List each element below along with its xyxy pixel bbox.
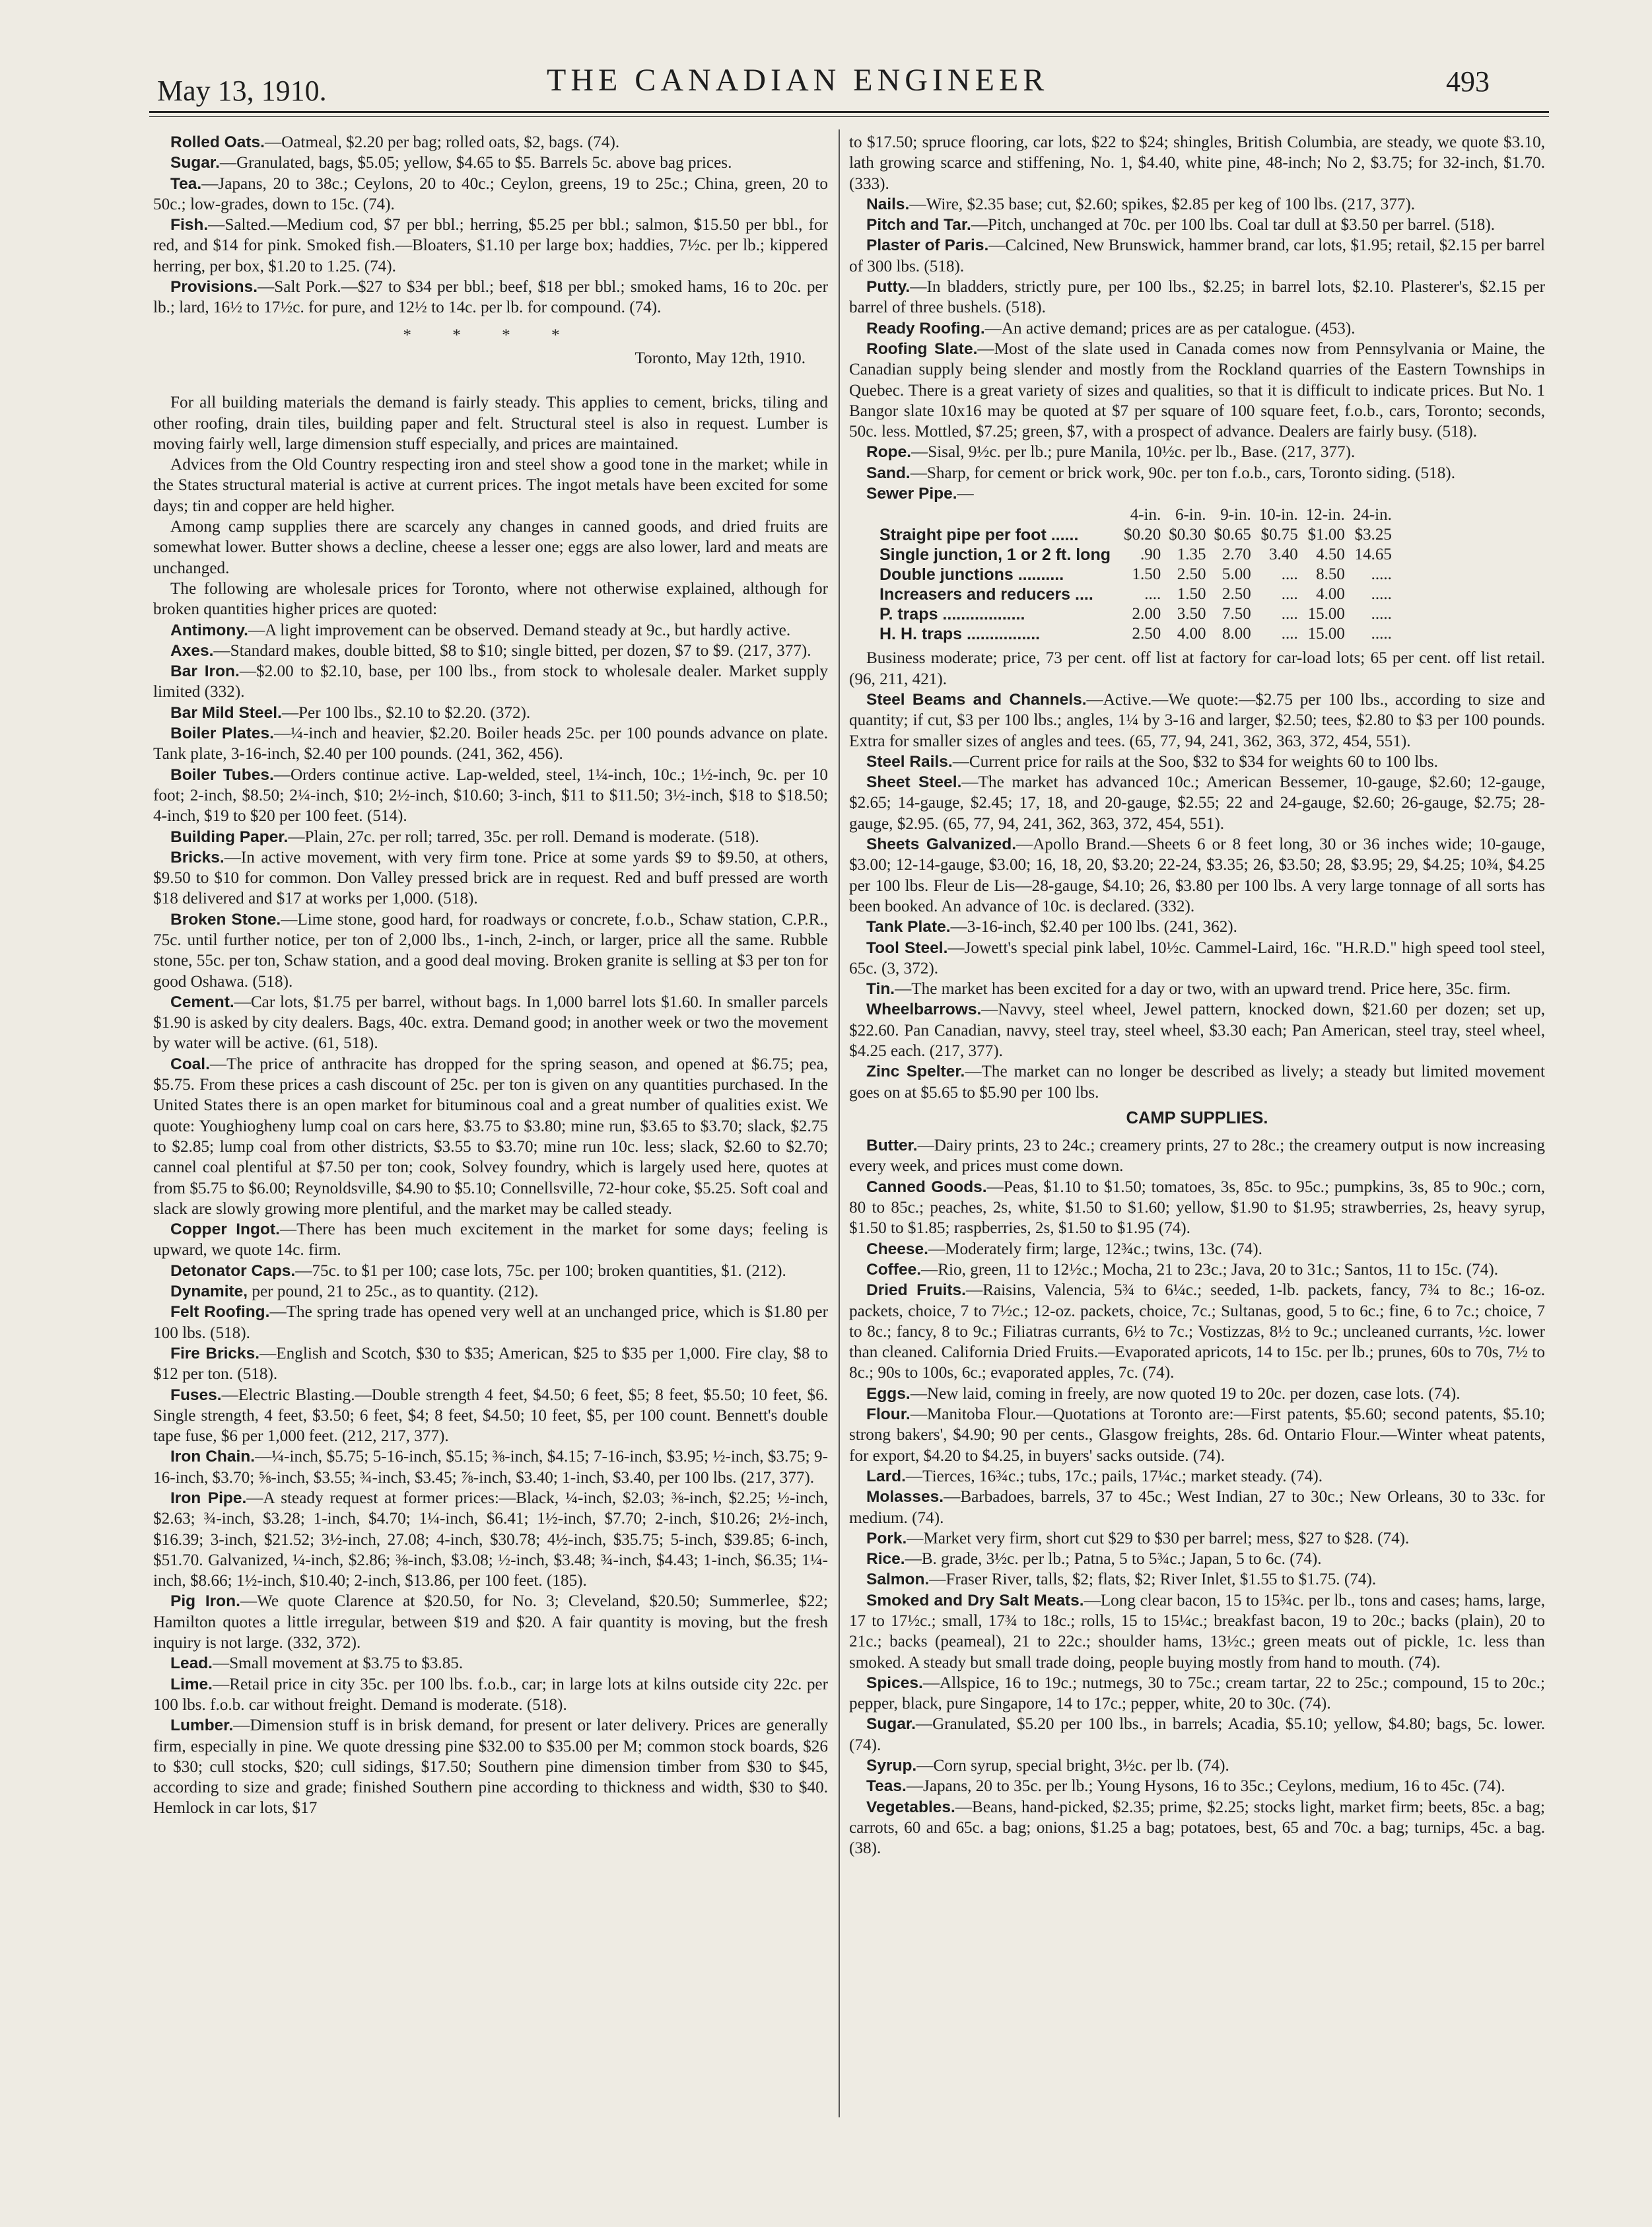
item-text: —Current price for rails at the Soo, $32 to $34 for weights 60 to 100 lbs.: [952, 752, 1438, 771]
price-item: [153, 1343, 828, 1385]
price-item: [849, 1776, 1545, 1796]
item-text: —The market can no longer be described as lively; a steady but limited movement goes on at $5.65 to $5.90 per 100 lbs.: [849, 1063, 1545, 1102]
item-text: —Fraser River, talls, $2; flats, $2; River Inlet, $1.55 to $1.75. (74).: [929, 1571, 1377, 1589]
table-cell: ....: [1281, 585, 1298, 604]
price-item: [153, 1446, 828, 1488]
item-text: —The market has been excited for a day or two, with an upward trend. Price here, 35c. firm.: [895, 980, 1511, 999]
item-text: —Corn syrup, special bright, 3½c. per lb. (74).: [916, 1757, 1229, 1775]
item-text: —Jowett's special pink label, 10½c. Cammel-Laird, 16c. "H.R.D." high speed tool steel, 65c. (3, 372).: [849, 938, 1545, 977]
price-item: [849, 1404, 1545, 1466]
price-item: [849, 442, 1545, 462]
column-header: 10-in.: [1258, 506, 1298, 524]
item-name: Syrup.: [866, 1757, 917, 1775]
table-cell: 15.00: [1307, 605, 1345, 623]
item-text: —Sharp, for cement or brick work, 90c. per ton f.o.b., cars, Toronto siding. (518).: [910, 464, 1455, 482]
header-rule-thin: [149, 116, 1549, 117]
price-item: [849, 689, 1545, 752]
price-item: [153, 153, 828, 173]
table-cell: .....: [1371, 605, 1392, 623]
price-item: [153, 1054, 828, 1219]
price-item: [849, 318, 1545, 339]
row-label: Increasers and reducers ....: [879, 585, 1093, 604]
table-row: [876, 584, 1396, 604]
table-cell: $0.20: [1124, 526, 1161, 544]
item-name: Sheet Steel.: [866, 773, 962, 792]
price-item: [153, 1219, 828, 1261]
price-item: [849, 752, 1545, 772]
table-cell: 1.35: [1177, 546, 1206, 564]
item-name: Tea.: [170, 174, 202, 193]
item-text: —Dairy prints, 23 to 24c.; creamery prints, 27 to 28c.; the creamery output is now increasing every week, and prices must come down.: [849, 1137, 1545, 1176]
page-number: 493: [1446, 65, 1490, 98]
item-name: Bricks.: [170, 848, 224, 866]
table-cell: 2.00: [1132, 605, 1161, 623]
table-cell: ....: [1144, 585, 1161, 604]
item-text: —Raisins, Valencia, 5¾ to 6¼c.; seeded, 1-lb. packets, fancy, 7¾ to 8c.; 16-oz. packets, choice, 7 to 7½c.; 12-oz. packets, choice, 7c.; Sultanas, good, 5 to 6c.; fine, 6 to 7c.; choice, 7 to 8c.; fancy, 8 to 9c.; Filiatras currants, 6½ to 7c.; Vostizzas, 8½ to 9c.; uncleaned currants, ½c. lower than cleaned. California Dried Fruits.—Evaporated apricots, 14 to 15c. per lb.; prunes, 60s to 70s, 7½ to 8c.; 90s to 100s, 6c.; evaporated apples, 7c. (74).: [849, 1281, 1546, 1382]
item-name: Tank Plate.: [866, 918, 951, 937]
item-name: Butter.: [866, 1137, 918, 1155]
column-header: 24-in.: [1352, 506, 1392, 524]
price-item: [153, 1281, 828, 1302]
item-name: Dried Fruits.: [866, 1281, 966, 1300]
item-text: —Apollo Brand.—Sheets 6 or 8 feet long, 30 or 36 inches wide; 10-gauge, $3.00; 12-14-gauge, $3.00; 16, 18, 20, $3.20; 22-24, $3.35; 26, $3.50; 28, $3.95; 29, $4.25; 10¾, $4.25 per 100 lbs. Fleur de Lis—28-gauge, $4.10; 26, $3.80 per 100 lbs. A very large tonnage of all sorts has been booked. An advance of 10c. is declared. (332).: [849, 835, 1545, 915]
item-text: —Electric Blasting.—Double strength 4 feet, $4.50; 6 feet, $5; 8 feet, $5.50; 10 feet, $6. Single strength, 4 feet, $3.50; 6 feet, $4; 8 feet, $4.50; 10 feet, $5, per 100 count. Bennett's double tape fuse, $6 per 1,000 feet. (212, 217, 377).: [153, 1386, 828, 1446]
right-column: [849, 132, 1545, 1859]
sewer-pipe-note: Business moderate; price, 73 per cent. off list at factory for car-load lots; 65 per cent. off list retail. (96, 211, 421).: [849, 649, 1545, 688]
table-cell: 1.50: [1177, 585, 1206, 604]
item-name: Building Paper.: [170, 828, 289, 846]
column-header: [876, 505, 1120, 525]
item-name: Sand.: [866, 464, 911, 482]
price-item: [849, 1714, 1545, 1755]
left-column: [153, 132, 828, 1819]
price-item: [849, 235, 1545, 277]
price-item: [153, 277, 828, 318]
item-name: Pork.: [866, 1529, 907, 1547]
price-item: [849, 194, 1545, 215]
price-item: [153, 765, 828, 827]
item-text: —Lime stone, good hard, for roadways or concrete, f.o.b., Schaw station, C.P.R., 75c. until further notice, per ton of 2,000 lbs., 1-inch, 2-inch, or larger, price all the same. Rubble stone, 55c. per ton, Schaw station, and a good deal moving. Broken granite is selling at $3 per ton for good Oshawa. (518).: [153, 910, 828, 991]
item-name: Steel Beams and Channels.: [866, 690, 1087, 709]
item-name: Lumber.: [170, 1716, 234, 1735]
item-text: —Peas, $1.10 to $1.50; tomatoes, 3s, 85c. to 95c.; pumpkins, 3s, 85 to 90c.; corn, 80 to 85c.; peaches, 2s, white, $1.50 to $1.60; yellow, $1.90 to $1.95; strawberries, 2s, heavy syrup, $1.50 to $1.85; raspberries, 2s, $1.50 to $1.95 (74).: [849, 1178, 1545, 1238]
item-text: —In active movement, with very firm tone. Price at some yards $9 to $9.50, at others, $9.50 to $10 for common. Don Valley pressed brick are in request. Red and buff pressed are worth $18 delivered and $17 at works per 1,000. (518).: [153, 848, 828, 908]
table-cell: $0.65: [1214, 526, 1251, 544]
item-text: —Per 100 lbs., $2.10 to $2.20. (372).: [281, 703, 531, 722]
item-name: Pig Iron.: [170, 1592, 240, 1611]
price-item: [153, 992, 828, 1054]
price-item: [849, 938, 1545, 979]
price-item: [153, 174, 828, 215]
toronto-dateline: Toronto, May 12th, 1910.: [635, 349, 806, 367]
item-text: —There has been much excitement in the market for some days; feeling is upward, we quote 14c. firm.: [153, 1220, 828, 1259]
lumber-continuation: to $17.50; spruce flooring, car lots, $22 to $24; shingles, British Columbia, are steady, we quote $3.10, lath growing scarce and stiffening, No. 1, $4.40, white pine, 48-inch; No 2, $3.75; for 32-inch, $1.70. (333).: [849, 133, 1545, 193]
price-item: [849, 1487, 1545, 1528]
table-cell: 15.00: [1307, 625, 1345, 643]
row-label: Straight pipe per foot ......: [879, 526, 1079, 545]
price-item: [849, 1797, 1545, 1859]
item-text: —Salted.—Medium cod, $7 per bbl.; herring, $5.25 per bbl.; salmon, $15.50 per bbl., for red, and $14 for pink. Smoked fish.—Bloaters, $1.10 per large box; haddies, 7½c. per lb.; kippered herring, per box, $1.20 to 1.25. (74).: [153, 216, 828, 275]
table-cell: 2.50: [1222, 585, 1251, 604]
item-text: —New laid, coming in freely, are now quoted 19 to 20c. per dozen, case lots. (74).: [910, 1384, 1461, 1403]
item-name: Coal.: [170, 1055, 210, 1073]
price-item: [153, 215, 828, 277]
table-cell: 8.00: [1222, 625, 1251, 643]
table-cell: 2.70: [1222, 546, 1251, 564]
publication-title: THE CANADIAN ENGINEER: [547, 63, 1049, 98]
item-text: —Oatmeal, $2.20 per bag; rolled oats, $2, bags. (74).: [264, 133, 620, 151]
item-name: Copper Ingot.: [170, 1220, 280, 1239]
table-cell: 7.50: [1222, 605, 1251, 623]
item-text: —¼-inch, $5.75; 5-16-inch, $5.15; ⅜-inch, $4.15; 7-16-inch, $3.95; ½-inch, $3.75; 9-16-inch, $3.70; ⅝-inch, $3.55; ¾-inch, $3.45; ⅞-inch, $3.40; 1-inch, $3.40, per 100 lbs. (217, 377).: [153, 1448, 828, 1487]
item-name: Provisions.: [170, 278, 258, 297]
item-text: —An active demand; prices are as per catalogue. (453).: [984, 319, 1356, 337]
item-name: Tool Steel.: [866, 938, 948, 957]
item-name: Fire Bricks.: [170, 1344, 260, 1362]
price-item: [153, 1261, 828, 1281]
table-cell: 14.65: [1354, 546, 1392, 564]
row-label: P. traps ..................: [879, 605, 1025, 624]
item-name: Fish.: [170, 216, 209, 234]
price-item: [153, 1488, 828, 1591]
item-name: Sheets Galvanized.: [866, 835, 1017, 854]
item-text: —Barbadoes, barrels, 37 to 45c.; West Indian, 27 to 30c.; New Orleans, 30 to 33c. for medium. (74).: [849, 1488, 1545, 1527]
item-text: —The price of anthracite has dropped for the spring season, and opened at $6.75; pea, $5.75. From these prices a cash discount of 25c. per ton is given on any quantities purchased. In the United States there is an open market for bituminous coal and a great number of qualities exist. We quote: Youghiogheny lump coal on cars here, $3.75 to $3.80; mine run, $3.65 to $3.70; slack, $2.75 to $2.85; lump coal from other districts, $3.55 to $3.70; mine run 10c. less; slack, $2.60 to $2.70; cannel coal plentiful at $7.50 per ton; cook, Solvey foundry, which is largely used here, quotes at from $5.75 to $6.00; Reynoldsville, $4.90 to $5.10; Connellsville, 72-hour coke, $5.25. Soft coal and slack are slowly growing more plentiful, and the market may be called steady.: [153, 1055, 828, 1218]
camp-supplies-list: [849, 1135, 1545, 1858]
item-name: Smoked and Dry Salt Meats.: [866, 1591, 1084, 1609]
column-header: 6-in.: [1175, 506, 1206, 524]
item-text: —Retail price in city 35c. per 100 lbs. f.o.b., car; in large lots at kilns outside city 22c. per 100 lbs. f.o.b. car without freight. Demand is moderate. (518).: [153, 1675, 828, 1714]
item-text: —Dimension stuff is in brisk demand, for present or later delivery. Prices are generally firm, especially in pine. We quote dressing pine $32.00 to $35.00 per M; common stock boards, $26 to $30; cull stocks, $20; cull sidings, $17.50; Southern pine dimension timber from $30 to $45, according to size and grade; finished Southern pine according to thickness and width, $30 to $40. Hemlock in car lots, $17: [153, 1716, 828, 1818]
item-text: —Plain, 27c. per roll; tarred, 35c. per roll. Demand is moderate. (518).: [288, 828, 759, 846]
table-cell: 5.00: [1222, 565, 1251, 584]
price-item: [849, 1384, 1545, 1404]
issue-date: May 13, 1910.: [157, 75, 327, 107]
table-cell: .....: [1371, 565, 1392, 584]
item-text: —Small movement at $3.75 to $3.85.: [213, 1654, 464, 1673]
table-cell: .....: [1371, 625, 1392, 643]
column-header: 12-in.: [1305, 506, 1345, 524]
table-cell: 8.50: [1316, 565, 1345, 584]
item-name: Coffee.: [866, 1260, 922, 1279]
price-item: [153, 847, 828, 909]
item-name: Teas.: [866, 1777, 907, 1796]
intro-paragraph: Advices from the Old Country respecting iron and steel show a good tone in the market; while in the States structural material is active at current prices. The ingot metals have been excited for some days; tin and copper are held higher.: [153, 456, 828, 515]
item-name: Molasses.: [866, 1488, 944, 1506]
item-text: —Standard makes, double bitted, $8 to $10; single bitted, per dozen, $7 to $9. (217, 377).: [213, 641, 811, 660]
item-name: Boiler Plates.: [170, 725, 274, 743]
item-text: —Moderately firm; large, 12¾c.; twins, 13c. (74).: [928, 1240, 1262, 1258]
intro-paragraph: For all building materials the demand is fairly steady. This applies to cement, bricks, tiling and other roofing, drain tiles, building paper and felt. Structural steel is also in request. Lumber is moving fairly well, large dimension stuff especially, and prices are maintained.: [153, 394, 828, 453]
item-name: Cheese.: [866, 1240, 928, 1258]
price-item: [153, 723, 828, 765]
item-name: Ready Roofing.: [866, 319, 985, 337]
item-name: Wheelbarrows.: [866, 1001, 982, 1019]
item-text: —The spring trade has opened very well at an unchanged price, which is $1.80 per 100 lbs. (518).: [153, 1303, 828, 1342]
item-text: —Japans, 20 to 35c. per lb.; Young Hysons, 16 to 35c.; Ceylons, medium, 16 to 45c. (74).: [906, 1777, 1505, 1796]
sewer-pipe-table: [876, 505, 1396, 644]
item-name: Eggs.: [866, 1384, 911, 1403]
item-name: Cement.: [170, 993, 234, 1011]
item-text: —Japans, 20 to 38c.; Ceylons, 20 to 40c.; Ceylon, greens, 19 to 25c.; China, green, 20 to 50c.; low-grades, down to 15c. (74).: [153, 174, 828, 213]
price-item: [849, 1528, 1545, 1549]
column-header: 9-in.: [1220, 506, 1251, 524]
item-text: —Navvy, steel wheel, Jewel pattern, knocked down, $21.60 per dozen; set up, $22.60. Pan Canadian, navvy, steel tray, steel wheel, $3.30 each; Pan American, steel tray, steel wheel, $4.25 each. (217, 377).: [849, 1001, 1545, 1060]
price-item: [849, 1466, 1545, 1487]
price-item: [153, 1302, 828, 1343]
item-name: Sugar.: [866, 1715, 916, 1734]
item-text: —The market has advanced 10c.; American Bessemer, 10-gauge, $2.60; 12-gauge, $2.65; 14-gauge, $2.45; 17, 18, and 20-gauge, $2.55; 22 and 24-gauge, $2.60; 26-gauge, $2.75; 28-gauge, $2.95. (65, 77, 94, 241, 362, 363, 372, 454, 551).: [849, 773, 1546, 833]
table-row: [876, 525, 1396, 545]
camp-supplies-heading: CAMP SUPPLIES.: [1126, 1108, 1268, 1127]
item-name: Vegetables.: [866, 1798, 955, 1816]
price-item: [849, 339, 1545, 442]
item-text: —Most of the slate used in Canada comes now from Pennsylvania or Maine, the Canadian supply being slender and mostly from the Rockland quarries of the Eastern Townships in Quebec. There is a great variety of sizes and qualities, so that it is difficult to indicate prices. But No. 1 Bangor slate 10x16 may be quoted at $7 per square of 100 square feet, f.o.b., cars, Toronto; seconds, 50c. less. Mottled, $7.25; green, $7, with a prospect of advance. Dealers are fairly busy. (518).: [849, 339, 1545, 441]
price-item: [849, 917, 1545, 937]
price-item: [153, 909, 828, 992]
item-name: Roofing Slate.: [866, 339, 978, 358]
price-item: [849, 1755, 1545, 1776]
item-text: —Salt Pork.—$27 to $34 per bbl.; beef, $18 per bbl.; smoked hams, 16 to 20c. per lb.; lard, 16½ to 17½c. for pure, and 12½ to 14c. per lb. for compound. (74).: [153, 278, 828, 317]
price-item: [849, 1569, 1545, 1590]
item-name: Salmon.: [866, 1571, 930, 1589]
table-cell: $1.00: [1307, 526, 1345, 544]
table-cell: $0.30: [1169, 526, 1206, 544]
item-name: Broken Stone.: [170, 910, 281, 929]
item-text: —We quote Clarence at $20.50, for No. 3; Cleveland, $20.50; Summerlee, $22; Hamilton quotes a little irregular, between $19 and $20. A fair quantity is moving, but the fresh inquiry is not large. (332, 372).: [153, 1592, 829, 1652]
item-text: —Granulated, $5.20 per 100 lbs., in barrels; Acadia, $5.10; yellow, $4.80; bags, 5c. lower. (74).: [849, 1715, 1545, 1754]
price-item: [153, 1385, 828, 1447]
item-name: Rice.: [866, 1550, 905, 1569]
table-cell: 2.50: [1177, 565, 1206, 584]
item-text: —75c. to $1 per 100; case lots, 75c. per 100; broken quantities, $1. (212).: [295, 1261, 786, 1280]
column-header: 4-in.: [1130, 506, 1161, 524]
intro-paragraph: The following are wholesale prices for Toronto, where not otherwise explained, although for broken quantities higher prices are quoted:: [153, 579, 828, 619]
price-item: [849, 1061, 1545, 1103]
item-name: Spices.: [866, 1674, 923, 1692]
table-cell: $3.25: [1354, 526, 1392, 544]
item-name: Lime.: [170, 1675, 213, 1693]
item-text: —Wire, $2.35 base; cut, $2.60; spikes, $2.85 per keg of 100 lbs. (217, 377).: [909, 195, 1416, 213]
price-item: [153, 1715, 828, 1818]
price-item: [849, 215, 1545, 235]
item-name: Nails.: [866, 195, 910, 213]
item-name: Sewer Pipe.: [866, 485, 957, 503]
materials-list-continued: [849, 194, 1545, 504]
price-item: [153, 1653, 828, 1674]
table-header-row: [876, 505, 1396, 525]
item-text: —Manitoba Flour.—Quotations at Toronto are:—First patents, $5.60; second patents, $5.10; strong bakers', $4.90; 90 per cents., Glasgow freights, 28s. 6d. Ontario Flour.—Winter wheat patents, for export, $4.20 to $4.25, in buyers' sacks outside. (74).: [849, 1405, 1545, 1465]
item-name: Boiler Tubes.: [170, 765, 274, 784]
item-text: —Orders continue active. Lap-welded, steel, 1¼-inch, 10c.; 1½-inch, 9c. per 10 foot; 2-inch, $8.50; 2¼-inch, $10; 2½-inch, $10.60; 3-inch, $11 to $11.50; 3½-inch, $18 to $18.50; 4-inch, $19 to $20 per 100 feet. (514).: [153, 765, 828, 826]
price-item: [153, 641, 828, 661]
item-text: —Long clear bacon, 15 to 15¾c. per lb., tons and cases; hams, large, 17 to 17½c.; small, 17¾ to 18c.; rolls, 15 to 15¼c.; breakfast bacon, 19 to 20c.; backs (plain), 20 to 21c.; backs (peameal), 21 to 22c.; shoulder hams, 13½c.; green meats out of pickle, 1c. less than smoked. A steady but small trade doing, people buying mostly from hand to mouth. (74).: [849, 1591, 1545, 1672]
item-text: —: [957, 485, 974, 503]
header-rule: [149, 111, 1549, 113]
table-row: [876, 624, 1396, 644]
price-item: [849, 1673, 1545, 1714]
item-name: Rolled Oats.: [170, 133, 265, 151]
price-item: [849, 1280, 1545, 1383]
item-name: Canned Goods.: [866, 1178, 987, 1196]
price-item: [849, 277, 1545, 318]
item-name: Steel Rails.: [866, 752, 953, 771]
table-cell: .....: [1371, 585, 1392, 604]
table-cell: $0.75: [1260, 526, 1298, 544]
price-item: [849, 483, 1545, 504]
price-item: [153, 1591, 828, 1653]
item-text: —A light improvement can be observed. Demand steady at 9c., but hardly active.: [248, 621, 791, 639]
item-text: per pound, 21 to 25c., as to quantity. (212).: [248, 1283, 539, 1301]
item-name: Pitch and Tar.: [866, 216, 971, 234]
table-row: [876, 565, 1396, 584]
item-name: Dynamite,: [170, 1283, 248, 1301]
price-item: [849, 1590, 1545, 1673]
item-name: Putty.: [866, 278, 911, 297]
item-text: —Allspice, 16 to 19c.; nutmegs, 30 to 75c.; cream tartar, 22 to 25c.; compound, 15 to 20c.; pepper, black, pure Singapore, 14 to 17c.; pepper, white, 20 to 30c. (74).: [849, 1674, 1545, 1713]
row-label: H. H. traps ................: [879, 625, 1041, 644]
provisions-list: [153, 132, 828, 318]
table-cell: ....: [1281, 565, 1298, 584]
item-text: —In bladders, strictly pure, per 100 lbs., $2.25; in barrel lots, $2.10. Plasterer's, $2.15 per barrel of three bushels. (518).: [849, 278, 1545, 317]
table-cell: 2.50: [1132, 625, 1161, 643]
item-name: Fuses.: [170, 1386, 222, 1404]
price-item: [153, 661, 828, 703]
item-text: —Car lots, $1.75 per barrel, without bags. In 1,000 barrel lots $1.60. In smaller parcels $1.90 is asked by city dealers. Bags, 40c. extra. Demand good; in another week or two the movement by water will be active. (61, 518).: [153, 993, 828, 1053]
price-item: [849, 1177, 1545, 1239]
price-item: [153, 1674, 828, 1716]
item-name: Axes.: [170, 641, 214, 660]
item-name: Iron Pipe.: [170, 1489, 247, 1507]
item-name: Rope.: [866, 443, 912, 462]
item-name: Antimony.: [170, 621, 248, 639]
price-item: [849, 1239, 1545, 1259]
item-text: —3-16-inch, $2.40 per 100 lbs. (241, 362).: [950, 918, 1237, 937]
item-text: —Calcined, New Brunswick, hammer brand, car lots, $1.95; retail, $2.15 per barrel of 300 lbs. (518).: [849, 236, 1546, 275]
price-item: [849, 772, 1545, 834]
item-text: —Sisal, 9½c. per lb.; pure Manila, 10½c. per lb., Base. (217, 377).: [911, 443, 1356, 462]
row-label: Single junction, 1 or 2 ft. long: [879, 546, 1111, 565]
item-text: —Active.—We quote:—$2.75 per 100 lbs., according to size and quantity; if cut, $3 per 100 lbs.; angles, 1¼ by 3-16 and larger, $2.50; tees, $2.80 to $3 per 100 pounds. Extra for smaller sizes of angles and tees. (65, 77, 94, 241, 362, 363, 372, 454, 551).: [849, 690, 1545, 750]
item-name: Lead.: [170, 1654, 213, 1673]
item-name: Sugar.: [170, 154, 220, 172]
table-cell: 4.00: [1316, 585, 1345, 604]
price-item: [849, 999, 1545, 1061]
item-text: —¼-inch and heavier, $2.20. Boiler heads 25c. per 100 pounds advance on plate. Tank plate, 3-16-inch, $2.40 per 100 pounds. (241, 362, 456).: [153, 725, 829, 763]
table-row: [876, 604, 1396, 624]
item-text: —Tierces, 16¾c.; tubs, 17c.; pails, 17¼c.; market steady. (74).: [905, 1467, 1323, 1485]
item-text: —Market very firm, short cut $29 to $30 per barrel; mess, $27 to $28. (74).: [907, 1529, 1410, 1547]
intro-paragraph: Among camp supplies there are scarcely any changes in canned goods, and dried fruits are somewhat lower. Butter shows a decline, cheese a lesser one; eggs are also lower, lard and meats are unchanged.: [153, 518, 828, 577]
price-item: [153, 827, 828, 847]
price-item: [849, 834, 1545, 917]
item-name: Felt Roofing.: [170, 1303, 270, 1322]
item-text: —Beans, hand-picked, $2.35; prime, $2.25; stocks light, market firm; beets, 85c. a bag; carrots, 60 and 65c. a bag; onions, $1.25 a bag; potatoes, best, 65 and 70c. a bag; turnips, 45c. a bag. (38).: [849, 1798, 1545, 1858]
table-cell: 3.50: [1177, 605, 1206, 623]
item-name: Lard.: [866, 1467, 906, 1485]
table-cell: ....: [1281, 605, 1298, 623]
item-text: —B. grade, 3½c. per lb.; Patna, 5 to 5¾c.; Japan, 5 to 6c. (74).: [905, 1550, 1322, 1569]
table-cell: 4.50: [1316, 546, 1345, 564]
price-item: [849, 1135, 1545, 1177]
price-item: [849, 1259, 1545, 1280]
table-cell: 1.50: [1132, 565, 1161, 584]
table-row: [876, 545, 1396, 565]
price-item: [153, 132, 828, 153]
item-name: Zinc Spelter.: [866, 1063, 965, 1081]
item-text: —$2.00 to $2.10, base, per 100 lbs., from stock to wholesale dealer. Market supply limited (332).: [153, 662, 828, 701]
price-item: [153, 703, 828, 723]
item-text: —Granulated, bags, $5.05; yellow, $4.65 to $5. Barrels 5c. above bag prices.: [219, 154, 732, 172]
item-name: Tin.: [866, 980, 895, 999]
price-item: [849, 979, 1545, 999]
steel-items-list: [849, 689, 1545, 1103]
item-name: Iron Chain.: [170, 1448, 256, 1466]
price-item: [153, 620, 828, 641]
column-divider: [839, 129, 840, 2117]
item-name: Bar Iron.: [170, 662, 240, 681]
section-stars: * * * *: [403, 326, 578, 344]
item-text: —English and Scotch, $30 to $35; American, $25 to $35 per 1,000. Fire clay, $8 to $12 per ton. (518).: [153, 1344, 828, 1384]
item-text: —A steady request at former prices:—Black, ¼-inch, $2.03; ⅜-inch, $2.25; ½-inch, $2.63; ¾-inch, $3.28; 1-inch, $4.70; 1¼-inch, $6.41; 1½-inch, $7.70; 2-inch, $10.26; 2½-inch, $16.39; 3-inch, $21.52; 3½-inch, 27.08; 4-inch, $30.78; 4½-inch, $35.75; 5-inch, $39.85; 6-inch, $51.70. Galvanized, ¼-inch, $2.86; ⅜-inch, $3.08; ½-inch, $3.48; ¾-inch, $4.43; 1-inch, $6.35; 1¼-inch, $8.66; 1½-inch, $10.40; 2-inch, $13.86, per 100 feet. (185).: [153, 1489, 828, 1590]
price-item: [849, 463, 1545, 483]
price-item: [849, 1549, 1545, 1569]
item-name: Plaster of Paris.: [866, 236, 989, 255]
table-cell: ....: [1281, 625, 1298, 643]
item-name: Flour.: [866, 1405, 911, 1424]
item-name: Bar Mild Steel.: [170, 703, 282, 722]
table-cell: 3.40: [1269, 546, 1298, 564]
row-label: Double junctions ..........: [879, 565, 1064, 584]
building-materials-list: [153, 620, 828, 1819]
table-cell: 4.00: [1177, 625, 1206, 643]
item-text: —Rio, green, 11 to 12½c.; Mocha, 21 to 23c.; Java, 20 to 31c.; Santos, 11 to 15c. (74).: [921, 1260, 1499, 1279]
item-text: —Pitch, unchanged at 70c. per 100 lbs. Coal tar dull at $3.50 per barrel. (518).: [971, 216, 1496, 234]
table-cell: .90: [1140, 546, 1161, 564]
item-name: Detonator Caps.: [170, 1261, 296, 1280]
